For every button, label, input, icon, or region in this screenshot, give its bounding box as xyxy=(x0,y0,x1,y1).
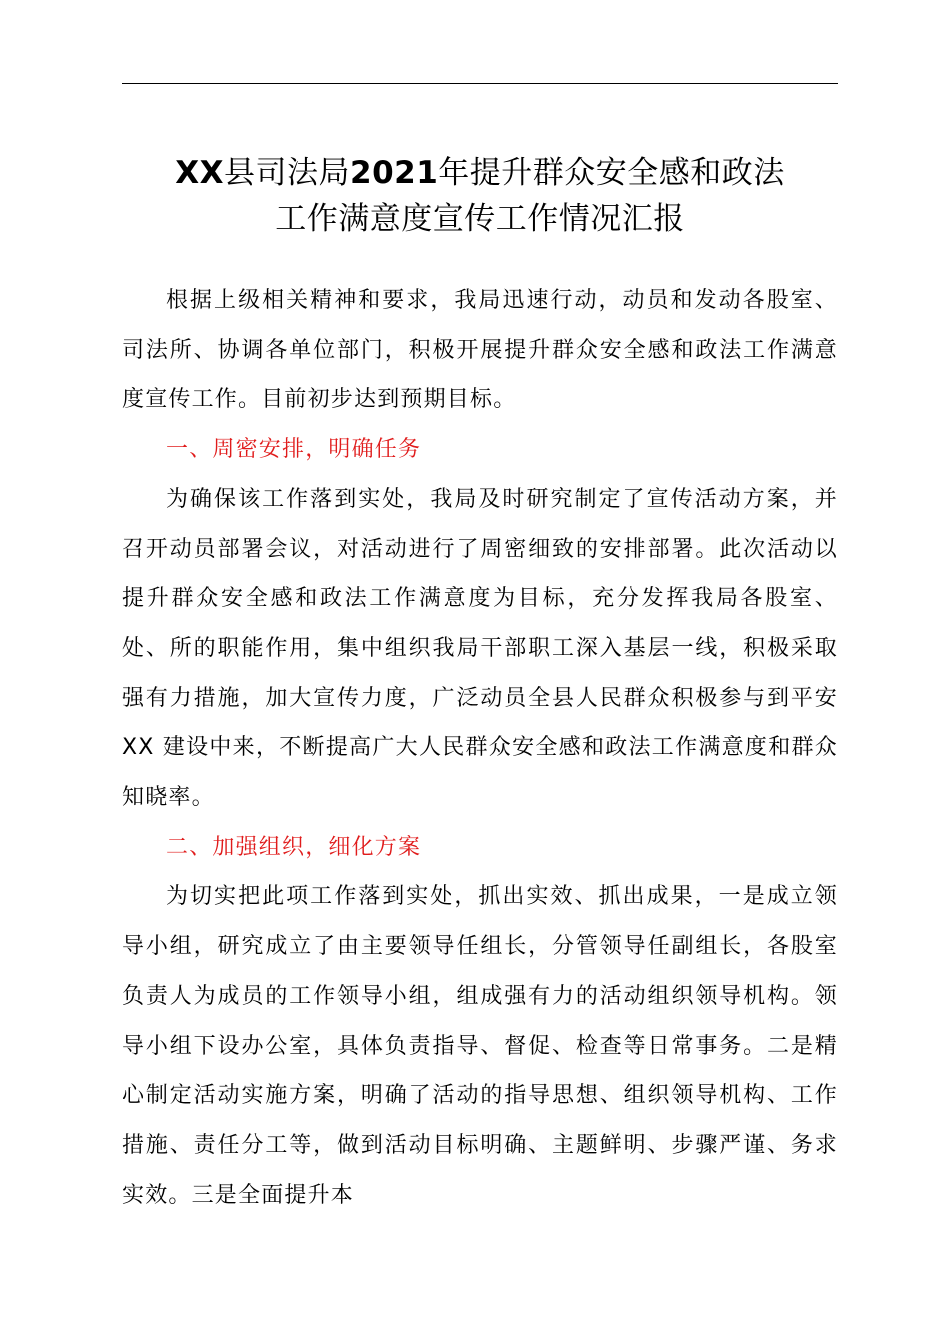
title-line-1 xyxy=(100,150,860,196)
intro-paragraph: 根据上级相关精神和要求，我局迅速行动，动员和发动各股室、司法所、协调各单位部门，积极开展提升群众安全感和政法工作满意度宣传工作。目前初步达到预期目标。 xyxy=(122,288,838,413)
title-year: 2021 xyxy=(350,155,439,191)
document-title xyxy=(100,150,860,242)
title-line-1-rest: 年提升群众安全感和政法 xyxy=(438,155,785,191)
document-body xyxy=(122,276,838,1220)
section-heading-1: 一、周密安排，明确任务 xyxy=(166,437,422,463)
section-paragraph-2: 为切实把此项工作落到实处，抓出实效、抓出成果，一是成立领导小组，研究成立了由主要领导任组长，分管领导任副组长，各股室负责人为成员的工作领导小组，组成强有力的活动组织领导机构。领导小组下设办公室，具体负责指导、督促、检查等日常事务。二是精心制定活动实施方案，明确了活动的指导思想、组织领导机构、工作措施、责任分工等，做到活动目标明确、主题鲜明、步骤严谨、务求实效。三是全面提升本 xyxy=(122,884,838,1208)
title-county-bureau: 县司法局 xyxy=(224,155,351,191)
title-line-2: 工作满意度宣传工作情况汇报 xyxy=(275,201,685,237)
section-paragraph-1: 为确保该工作落到实处，我局及时研究制定了宣传活动方案，并召开动员部署会议，对活动进行了周密细致的安排部署。此次活动以提升群众安全感和政法工作满意度为目标，充分发挥我局各股室、处、所的职能作用，集中组织我局干部职工深入基层一线，积极采取强有力措施，加大宣传力度，广泛动员全县人民群众积极参与到平安 XX 建设中来，不断提高广大人民群众安全感和政法工作满意度和群众知晓率。 xyxy=(122,486,838,811)
header-rule xyxy=(122,83,838,84)
section-heading-2: 二、加强组织，细化方案 xyxy=(166,834,422,860)
title-xx: XX xyxy=(175,155,225,191)
